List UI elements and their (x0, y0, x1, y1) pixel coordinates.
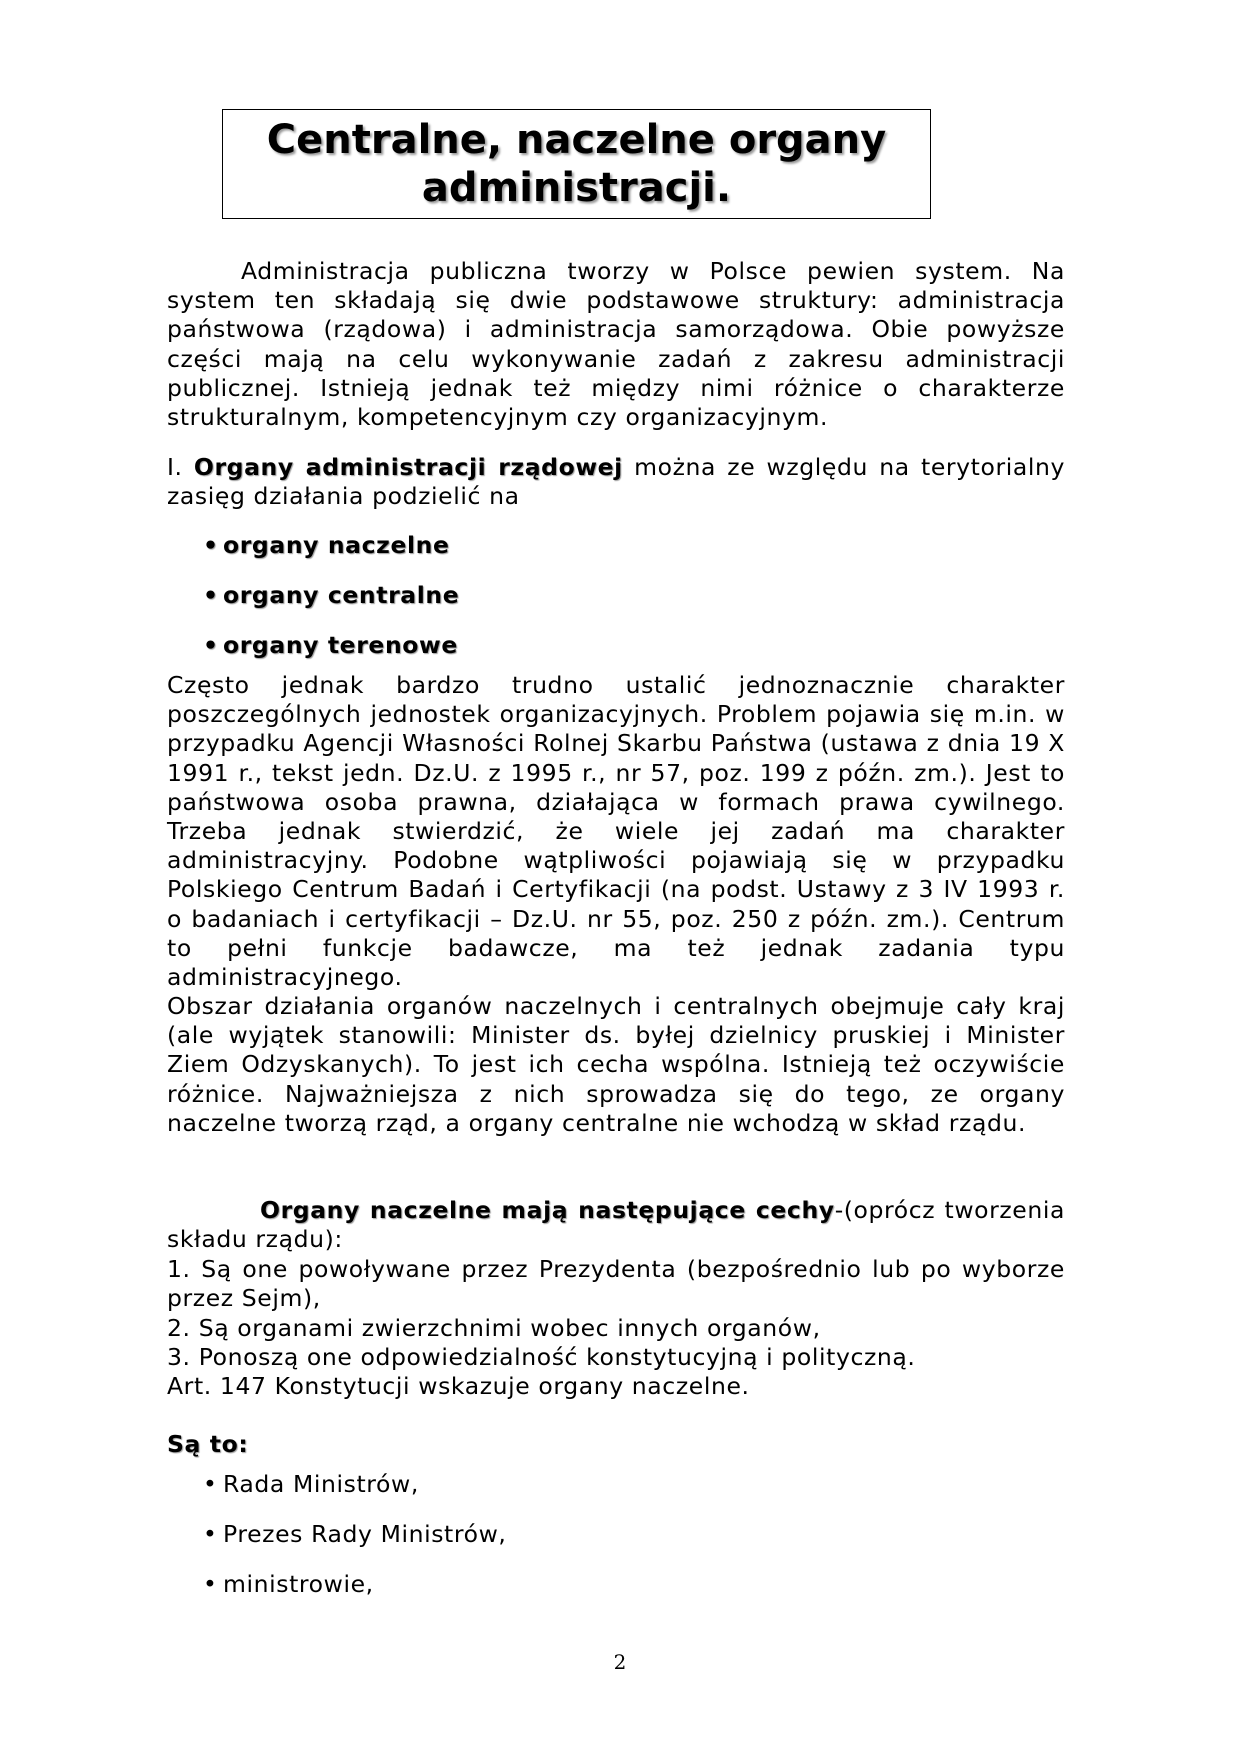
features-heading (167, 1196, 1065, 1254)
feature-item-3: 3. Ponoszą one odpowiedzialność konstytucyjną i polityczną. (167, 1343, 916, 1371)
page-title: Centralne, naczelne organy administracji. (266, 117, 887, 211)
paragraph-scope: Obszar działania organów naczelnych i centralnych obejmuje cały kraj (ale wyjątek stanowili: Minister ds. byłej dzielnicy pruskiej i Minister Ziem Odzyskanych). To jest ich cecha wspólna. Istnieją też oczywiście różnice. Najważniejsza z nich sprowadza się do tego, ze organy naczelne tworzą rząd, a organy centralne nie wchodzą w skład rządu. (167, 992, 1065, 1137)
section-heading-rest: można ze względu na terytorialny zasięg działania podzielić na (167, 453, 1065, 511)
list-item: • organy terenowe (203, 631, 458, 659)
section-number: I. (167, 453, 183, 481)
paragraph-agencies: Często jednak bardzo trudno ustalić jednoznacznie charakter poszczególnych jednostek organizacyjnych. Problem pojawia się m.in. w przypadku Agencji Własności Rolnej Skarbu Państwa (ustawa z dnia 19 X 1991 r., tekst jedn. Dz.U. z 1995 r., nr 57, poz. 199 z późn. zm.). Jest to państwowa osoba prawna, działająca w formach prawa cywilnego. Trzeba jednak stwierdzić, że wiele jej zadań ma charakter administracyjny. Podobne wątpliwości pojawiają się w przypadku Polskiego Centrum Badań i Certyfikacji (na podst. Ustawy z 3 IV 1993 r. o badaniach i certyfikacji – Dz.U. nr 55, poz. 250 z późn. zm.). Centrum to pełni funkcje badawcze, ma też jednak zadania typu administracyjnego. (167, 671, 1065, 992)
feature-item-2: 2. Są organami zwierzchnimi wobec innych organów, (167, 1314, 821, 1342)
list-item: • Rada Ministrów, (203, 1470, 419, 1498)
page-number: 2 (613, 1650, 627, 1674)
list-item: • organy centralne (203, 581, 460, 609)
sa-to-heading: Są to: (167, 1430, 249, 1458)
bullet-icon: • (203, 1470, 218, 1498)
bullet-icon: • (203, 1570, 218, 1598)
features-heading-rest: -(oprócz tworzenia składu rządu): (167, 1196, 1065, 1254)
bullet-icon: • (203, 581, 219, 609)
organs-list (203, 1470, 506, 1620)
section-heading-paragraph (167, 453, 1065, 511)
section-heading-bold: Organy administracji rządowej (193, 453, 623, 481)
list-item: • organy naczelne (203, 531, 450, 559)
bullet-icon: • (203, 1520, 218, 1548)
list-item: • ministrowie, (203, 1570, 374, 1598)
organ-types-list (203, 531, 459, 681)
intro-paragraph: Administracja publiczna tworzy w Polsce pewien system. Na system ten składają się dwie podstawowe struktury: administracja państwowa (rządowa) i administracja samorządowa. Obie powyższe części mają na celu wykonywanie zadań z zakresu administracji publicznej. Istnieją jednak też między nimi różnice o charakterze strukturalnym, kompetencyjnym czy organizacyjnym. (167, 257, 1065, 432)
article-reference: Art. 147 Konstytucji wskazuje organy naczelne. (167, 1372, 750, 1400)
bullet-icon: • (203, 631, 219, 659)
features-heading-bold: Organy naczelne mają następujące cechy (260, 1196, 835, 1224)
title-box (222, 109, 931, 219)
bullet-icon: • (203, 531, 219, 559)
feature-item-1: 1. Są one powoływane przez Prezydenta (bezpośrednio lub po wyborze przez Sejm), (167, 1255, 1065, 1313)
list-item: • Prezes Rady Ministrów, (203, 1520, 507, 1548)
